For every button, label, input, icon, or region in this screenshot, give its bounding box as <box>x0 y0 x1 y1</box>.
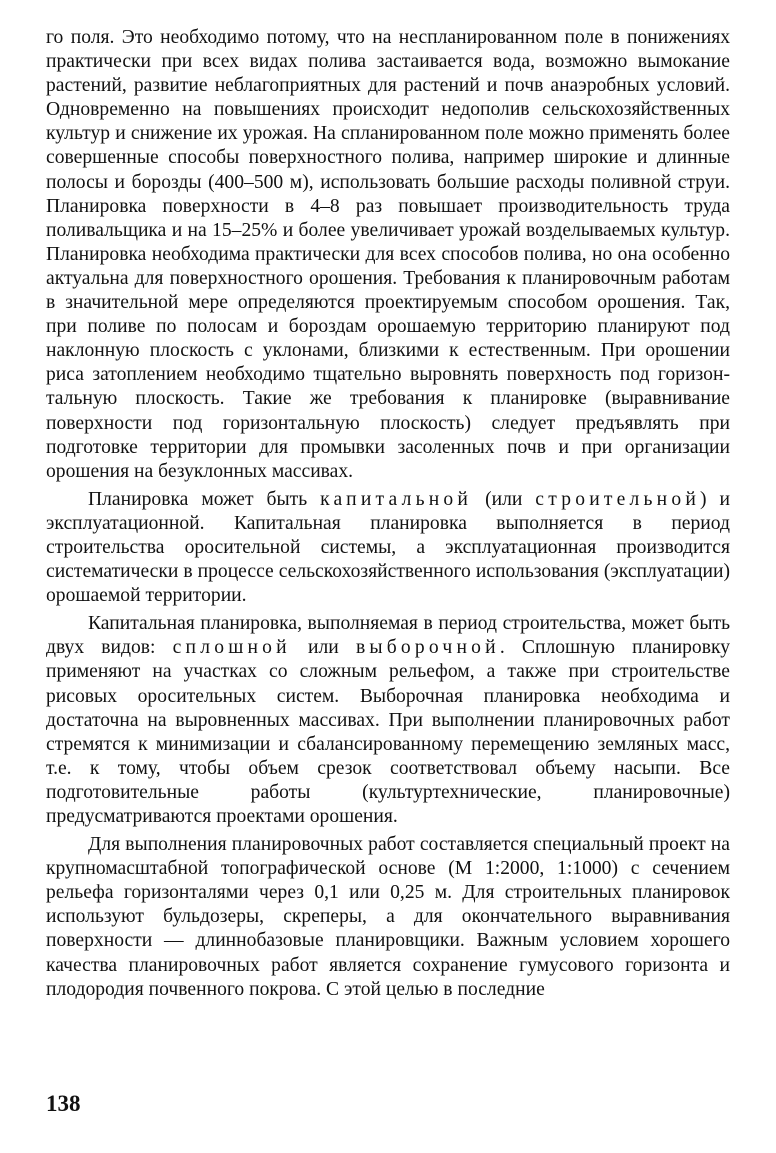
emphasis-capital: капитальной <box>320 488 473 510</box>
paragraph-2-text: (или <box>472 488 536 510</box>
paragraph-2 <box>46 488 730 608</box>
paragraph-1 <box>46 26 730 484</box>
paragraph-3 <box>46 612 730 829</box>
paragraph-4-text: Для выполнения планировочных работ составляется специальный проект на крупномасштабной топографической основе (М 1:2000, 1:1000) с сечением рельефа горизонталями через 0,1 или 0,25 м. Для строительных планировок используют бульдозеры, скреперы, а для окончательного выравнивания поверхности — длиннобазовые планировщики. Важным условием хорошего качества планировочных работ является сохранение гумусового горизонта и плодородия почвенного покрова. С этой целью в последние <box>46 834 730 1000</box>
paragraph-1-text: го поля. Это необходимо потому, что на неспланированном поле в понижениях практически при всех видах полива застаивается вода, возможно вымокание растений, развитие неблагоприятных для растений и почв анаэробных условий. Одновременно на повышениях происходит недополив сельскохозяйственных культур и снижение их урожая. На спланированном поле можно применять более совершенные способы поверхностного полива, например широкие и длинные полосы и борозды (400–500 м), использовать большие расходы поливной струи. Планировка поверхности в 4–8 раз повышает производительность труда поливальщика и на 15–25% и более увеличивает урожай возделываемых культур. Планировка необходима практически для всех способов полива, но она особенно актуальна для поверхностного орошения. Требования к планировочным работам в значительной мере определяются проектируемым способом орошения. Так, при поливе по полосам и бороздам орошаемую территорию планируют под наклонную плоскость с уклонами, близкими к естественным. При орошении риса затоплением необходимо тщательно выровнять поверхность под горизонтальную плоскость. Такие же требования к планировке (выравнивание поверхности под горизонтальную плоскость) следует предъявлять при подготовке территории для промывки засоленных почв и при организации орошения на безуклонных массивах. <box>46 27 730 482</box>
paragraph-3-text: или <box>290 637 356 659</box>
paragraph-3-text: . Сплошную планировку применяют на участках со сложным рельефом, а также при строительстве рисовых оросительных систем. Выборочная планировка необходима и достаточна на выровненных массивах. При выполнении планировочных работ стремятся к минимизации и сбалансированному перемещению земляных масс, т.е. к тому, чтобы объем срезок соответствовал объему насыпи. Все подготовительные работы (культуртехнические, планировочные) предусматриваются проектами орошения. <box>46 637 731 827</box>
emphasis-continuous: сплошной <box>172 637 291 659</box>
paragraph-4 <box>46 833 730 1002</box>
paragraph-2-text: ) и эксплуатационной. Капитальная планировка выполняется в период строительства оросительной системы, а эксплуатационная производится систематически в процессе сельскохозяйственного использования (эксплуатации) орошаемой территории. <box>46 488 730 607</box>
emphasis-selective: выборочной <box>355 637 500 659</box>
page-body <box>46 26 730 1002</box>
page-number: 138 <box>46 1091 81 1116</box>
paragraph-3-text: Капитальная планировка, выполняемая в период строительства, может быть двух видов: <box>46 613 730 659</box>
emphasis-construction: строительной <box>535 488 701 510</box>
paragraph-2-text: Планировка может быть <box>88 488 321 510</box>
